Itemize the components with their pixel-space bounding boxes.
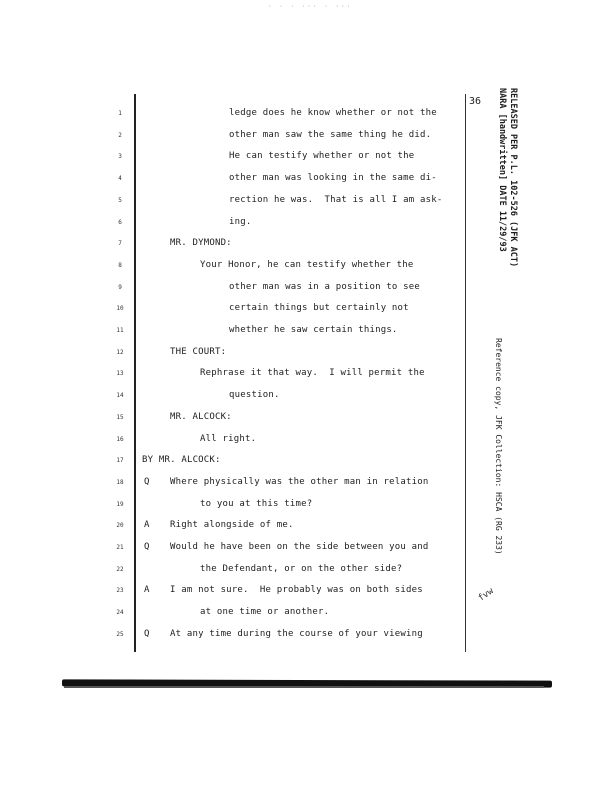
transcript-line: THE COURT: (170, 347, 227, 357)
transcript-line: Rephrase it that way. I will permit the (200, 368, 425, 378)
answer-marker: A (144, 585, 150, 595)
line-number: 2 (118, 132, 122, 139)
line-number: 21 (116, 544, 124, 551)
transcript-line: I am not sure. He probably was on both sides (170, 585, 423, 595)
line-number: 7 (118, 240, 122, 247)
release-stamp (496, 88, 518, 267)
transcript-line: at one time or another. (200, 607, 330, 617)
transcript-line: Would he have been on the side between you and (170, 542, 429, 552)
page-number: 36 (469, 96, 482, 107)
scan-speck: · · · ··· · ··· (268, 3, 353, 10)
transcript-line: whether he saw certain things. (229, 325, 398, 335)
line-number: 10 (116, 305, 124, 312)
line-number: 23 (116, 587, 124, 594)
line-number: 16 (116, 436, 124, 443)
transcript-line: Right alongside of me. (170, 520, 294, 530)
transcript-line: ledge does he know whether or not the (229, 108, 437, 118)
line-number: 19 (116, 501, 124, 508)
line-number: 8 (118, 262, 122, 269)
answer-marker: A (144, 520, 150, 530)
transcript-line: BY MR. ALCOCK: (142, 455, 221, 465)
transcript-line: certain things but certainly not (229, 303, 409, 313)
release-stamp-line-1: RELEASED PER P.L. 102-526 (JFK ACT) (508, 88, 518, 268)
transcript-line: MR. DYMOND: (170, 238, 232, 248)
line-number: 14 (116, 392, 124, 399)
transcript-line: the Defendant, or on the other side? (200, 564, 403, 574)
reference-note: Reference copy, JFK Collection: HSCA (RG 233) (494, 338, 503, 555)
line-number: 18 (116, 479, 124, 486)
line-number: 12 (116, 349, 124, 356)
question-marker: Q (144, 629, 150, 639)
line-number: 11 (116, 327, 124, 334)
line-number: 1 (118, 110, 122, 117)
transcript-line: All right. (200, 434, 257, 444)
transcript-line: rection he was. That is all I am ask- (229, 195, 443, 205)
left-margin-rule (134, 94, 136, 652)
line-number: 25 (116, 631, 124, 638)
transcript-line: Your Honor, he can testify whether the (200, 260, 414, 270)
line-number: 6 (118, 219, 122, 226)
transcript-line: other man saw the same thing he did. (229, 130, 432, 140)
transcript-line: MR. ALCOCK: (170, 412, 232, 422)
question-marker: Q (144, 477, 150, 487)
line-number: 5 (118, 197, 122, 204)
right-margin-rule (465, 94, 466, 652)
line-number: 20 (116, 522, 124, 529)
line-number: 15 (116, 414, 124, 421)
transcript-line: ing. (229, 217, 252, 227)
question-marker: Q (144, 542, 150, 552)
transcript-line: At any time during the course of your viewing (170, 629, 423, 639)
transcript-line: Where physically was the other man in relation (170, 477, 429, 487)
release-stamp-line-2: NARA [handwritten] DATE 11/29/93 (497, 88, 507, 252)
transcript-line: other man was in a position to see (229, 282, 421, 292)
transcript-line: question. (229, 390, 280, 400)
line-number: 4 (118, 175, 122, 182)
transcript-line: other man was looking in the same di- (229, 173, 437, 183)
line-number: 13 (116, 370, 124, 377)
line-number: 3 (118, 153, 122, 160)
line-number: 9 (118, 284, 122, 291)
line-number: 17 (116, 457, 124, 464)
line-number: 24 (116, 609, 124, 616)
handwritten-initials: fvw (476, 586, 496, 604)
bottom-scan-bar-shadow (64, 686, 544, 688)
transcript-line: He can testify whether or not the (229, 151, 415, 161)
transcript-line: to you at this time? (200, 499, 313, 509)
line-number: 22 (116, 566, 124, 573)
